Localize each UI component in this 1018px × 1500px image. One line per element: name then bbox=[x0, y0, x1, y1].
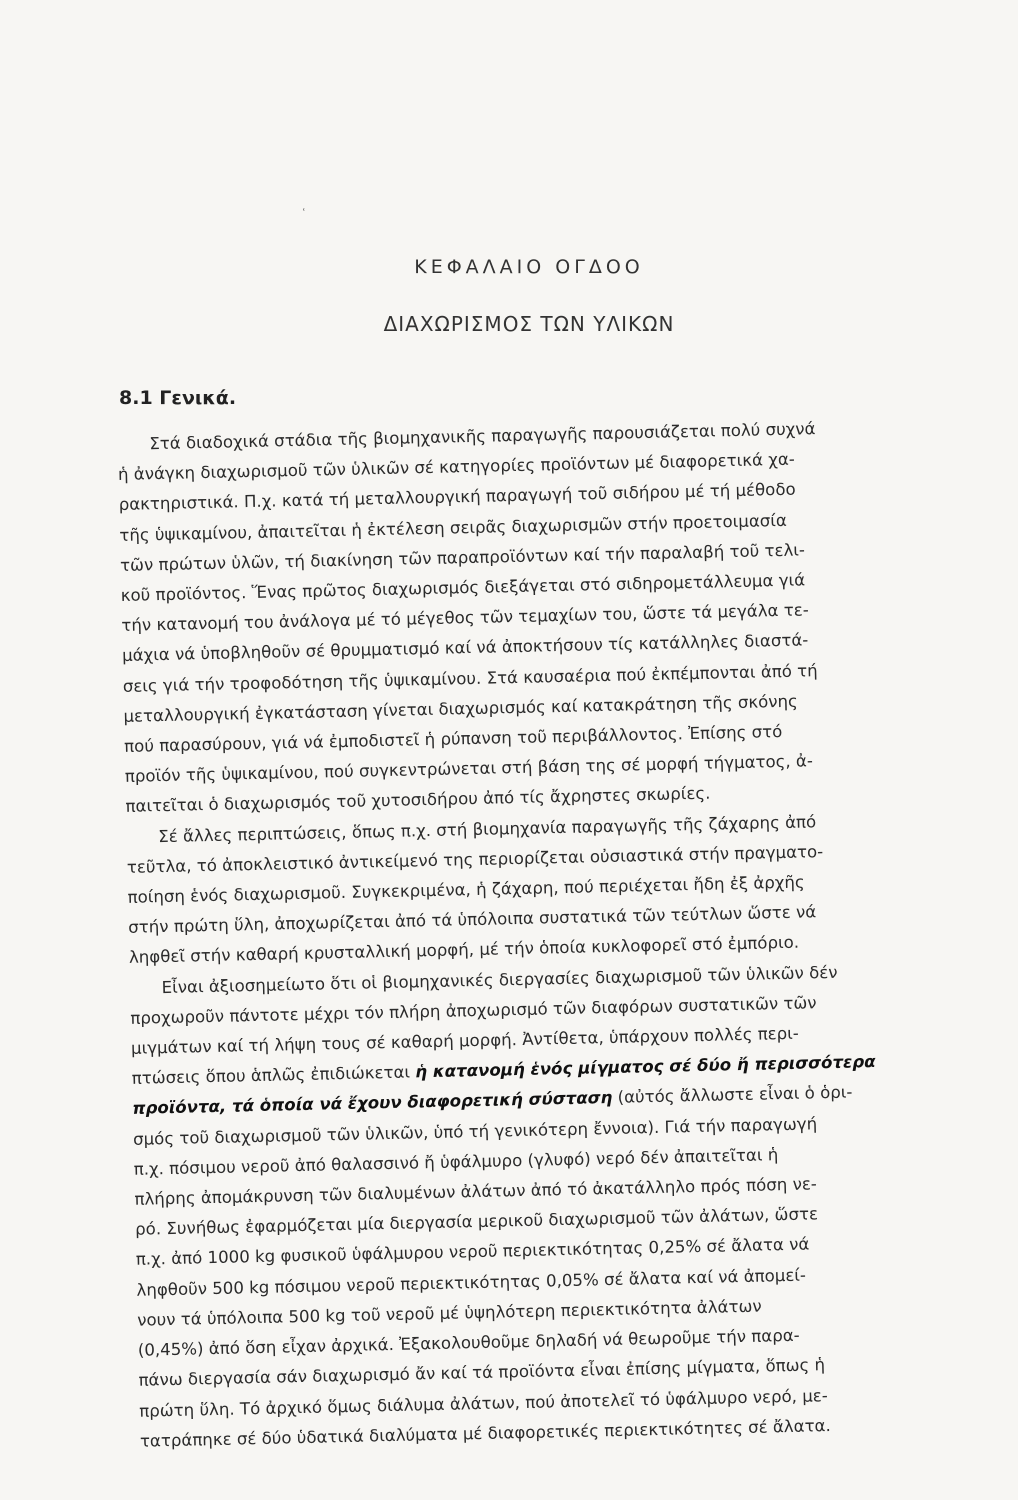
text-line: ληφθεῖ στήν καθαρή κρυσταλλική μορφή, μέ τήν ὁποία κυκλοφορεῖ στό ἐμπόριο. bbox=[128, 933, 800, 968]
text-line: πρώτη ὕλη. Τό ἀρχικό ὅμως διάλυμα ἀλάτων, πού ἀποτελεῖ τό ὑφάλμυρο νερό, με- bbox=[139, 1385, 828, 1421]
text-line: ρό. Συνήθως ἐφαρμόζεται μία διεργασία μερικοῦ διαχωρισμοῦ τῶν ἀλάτων, ὥστε bbox=[134, 1204, 819, 1240]
text-run: πτώσεις ὅπου ἁπλῶς ἐπιδιώκεται bbox=[131, 1062, 411, 1089]
text-line: πού παρασύρουν, γιά νά ἐμποδιστεῖ ἡ ρύπανση τοῦ περιβάλλοντος. Ἐπίσης στό bbox=[123, 722, 783, 756]
text-line: τατράπηκε σέ δύο ὑδατικά διαλύματα μέ διαφορετικές περιεκτικότητες σέ ἄλατα. bbox=[139, 1415, 831, 1451]
text-line: προϊόν τῆς ὑψικαμίνου, πού συγκεντρώνεται στή βάση της σέ μορφή τήγματος, ἀ- bbox=[124, 751, 814, 787]
text-line: στήν πρώτη ὕλη, ἀποχωρίζεται ἀπό τά ὑπόλοιπα συστατικά τῶν τεύτλων ὥστε νά bbox=[128, 902, 817, 938]
text-line: παιτεῖται ὁ διαχωρισμός τοῦ χυτοσιδήρου ἀπό τίς ἄχρηστες σκωρίες. bbox=[125, 784, 711, 817]
text-line: σεις γιά τήν τροφοδότηση τῆς ὑψικαμίνου. Στά καυσαέρια πού ἐκπέμπονται ἀπό τή bbox=[122, 660, 818, 696]
text-line: πλήρης ἀπομάκρυνση τῶν διαλυμένων ἀλάτων ἀπό τό ἀκατάλληλο πρός πόση νε- bbox=[134, 1174, 818, 1209]
text-line: (0,45%) ἀπό ὅση εἶχαν ἀρχικά. Ἐξακολουθοῦμε δηλαδή νά θεωροῦμε τήν παρα- bbox=[137, 1325, 800, 1360]
text-line: π.χ. ἀπό 1000 kg φυσικοῦ ὑφάλμυρου νεροῦ περιεκτικότητας 0,25% σέ ἄλατα νά bbox=[135, 1234, 810, 1270]
text-line: ἡ ἀνάγκη διαχωρισμοῦ τῶν ὑλικῶν σέ κατηγορίες προϊόντων μέ διαφορετικά χα- bbox=[117, 449, 795, 485]
text-line: Εἶναι ἀξιοσημείωτο ὅτι οἱ βιομηχανικές διεργασίες διαχωρισμοῦ τῶν ὑλικῶν δέν bbox=[161, 962, 838, 997]
text-line: ποίηση ἑνός διαχωρισμοῦ. Συγκεκριμένα, ἡ ζάχαρη, πού περιέχεται ἤδη ἐξ ἀρχῆς bbox=[127, 872, 805, 907]
text-run: (αὐτός ἄλλωστε εἶναι ὁ ὁρι- bbox=[617, 1082, 853, 1108]
text-line: ρακτηριστικά. Π.χ. κατά τή μεταλλουργική παραγωγή τοῦ σιδήρου μέ τή μέθοδο bbox=[118, 480, 796, 515]
section-body bbox=[117, 411, 980, 1457]
text-line: τήν κατανομή του ἀνάλογα μέ τό μέγεθος τῶν τεμαχίων του, ὥστε τά μεγάλα τε- bbox=[121, 600, 809, 636]
section-heading: 8.1 Γενικά. bbox=[119, 387, 237, 409]
text-line: ληφθοῦν 500 kg πόσιμου νεροῦ περιεκτικότητας 0,05% σέ ἄλατα καί νά ἀπομεί- bbox=[136, 1265, 807, 1300]
text-line: κοῦ προϊόντος. Ἕνας πρῶτος διαχωρισμός διεξάγεται στό σιδηρομετάλλευμα γιά bbox=[120, 570, 806, 605]
text-line: τῆς ὑψικαμίνου, ἀπαιτεῖται ἡ ἐκτέλεση σειρᾶς διαχωρισμῶν στήν προετοιμασία bbox=[119, 510, 788, 545]
text-line: σμός τοῦ διαχωρισμοῦ τῶν ὑλικῶν, ὑπό τή γενικότερη ἔννοια). Γιά τήν παραγωγή bbox=[132, 1113, 818, 1149]
stray-mark: ͅ bbox=[303, 196, 309, 212]
emphasis-text: προϊόντα, τά ὁποία νά ἔχουν διαφορετική σύσταση bbox=[132, 1088, 613, 1119]
text-line: νουν τά ὑπόλοιπα 500 kg τοῦ νεροῦ μέ ὑψηλότερη περιεκτικότητα ἀλάτων bbox=[136, 1296, 762, 1330]
emphasis-text: ἡ κατανομή ἑνός μίγματος σέ δύο ἤ περισσότερα bbox=[415, 1052, 876, 1082]
text-line: προχωροῦν πάντοτε μέχρι τόν πλήρη ἀποχωρισμό τῶν διαφόρων συστατικῶν τῶν bbox=[130, 993, 817, 1028]
text-line: μιγμάτων καί τή λήψη τους σέ καθαρή μορφή. Ἀντίθετα, ὑπάρχουν πολλές περι- bbox=[130, 1023, 800, 1058]
text-line: μεταλλουργική ἐγκατάσταση γίνεται διαχωρισμός καί κατακράτηση τῆς σκόνης bbox=[123, 691, 799, 726]
chapter-title: ΔΙΑΧΩΡΙΣΜΟΣ ΤΩΝ ΥΛΙΚΩΝ bbox=[383, 312, 675, 336]
text-line: Στά διαδοχικά στάδια τῆς βιομηχανικῆς παραγωγῆς παρουσιάζεται πολύ συχνά bbox=[149, 419, 816, 454]
text-line: πάνω διεργασία σάν διαχωρισμό ἄν καί τά προϊόντα εἶναι ἐπίσης μίγματα, ὅπως ἡ bbox=[138, 1355, 826, 1391]
text-line: μάχια νά ὑποβληθοῦν σέ θρυμματισμό καί νά ἀποκτήσουν τίς κατάλληλες διαστά- bbox=[121, 630, 809, 666]
text-line: π.χ. πόσιμου νεροῦ ἀπό θαλασσινό ἤ ὑφάλμυρο (γλυφό) νερό δέν ἀπαιτεῖται ἡ bbox=[133, 1145, 779, 1179]
chapter-heading: ΚΕΦΑΛΑΙΟ ΟΓΔΟΟ bbox=[414, 256, 644, 278]
text-line: Σέ ἄλλες περιπτώσεις, ὅπως π.χ. στή βιομηχανία παραγωγῆς τῆς ζάχαρης ἀπό bbox=[158, 811, 817, 846]
text-line: τῶν πρώτων ὑλῶν, τή διακίνηση τῶν παραπροϊόντων καί τήν παραλαβή τοῦ τελι- bbox=[119, 540, 806, 575]
text-line: τεῦτλα, τό ἀποκλειστικό ἀντικείμενό της περιορίζεται οὐσιαστικά στήν πραγματο- bbox=[126, 841, 824, 877]
